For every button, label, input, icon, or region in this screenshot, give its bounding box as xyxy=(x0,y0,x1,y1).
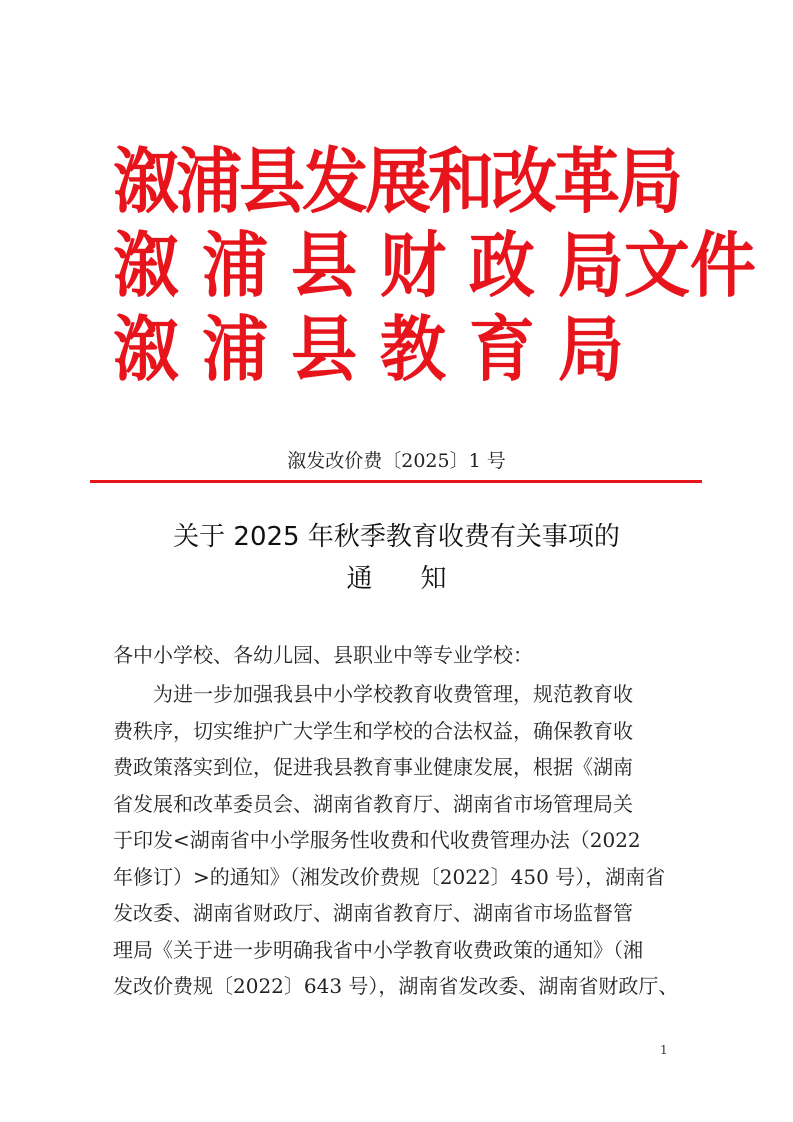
body-line: 理局《关于进一步明确我省中小学教育收费政策的通知》（湘 xyxy=(113,937,643,962)
body-line: 发改价费规〔2022〕643 号），湖南省发改委、湖南省财政厅、 xyxy=(113,974,679,998)
org-line-development-reform: 溆浦县发展和改革局 xyxy=(113,139,680,224)
page-number: 1 xyxy=(660,1043,668,1057)
document-number: 溆发改价费〔2025〕1 号 xyxy=(287,450,506,472)
title-line-1: 关于 2025 年秋季教育收费有关事项的 xyxy=(173,522,620,552)
body-line: 费秩序，切实维护广大学生和学校的合法权益，确保教育收 xyxy=(113,718,633,743)
body-paragraph xyxy=(113,676,685,1005)
body-line: 费政策落实到位，促进我县教育事业健康发展，根据《湖南 xyxy=(113,755,633,779)
body-line: 为进一步加强我县中小学校教育收费管理，规范教育收 xyxy=(153,682,633,706)
salutation: 各中小学校、各幼儿园、县职业中等专业学校： xyxy=(113,643,533,667)
body-line: 于印发<湖南省中小学服务性收费和代收费管理办法（2022 xyxy=(113,828,641,852)
body-line: 年修订）>的通知》（湘发改价费规〔2022〕450 号），湖南省 xyxy=(113,864,666,889)
issuing-organizations-header xyxy=(113,139,756,392)
org-line-finance-bureau: 溆 浦 县 财 政 局文件 xyxy=(113,223,756,308)
org-line-education-bureau: 溆 浦 县 教 育 局 xyxy=(113,307,624,392)
title-line-2: 通知 xyxy=(346,564,495,594)
body-line: 发改委、湖南省财政厅、湖南省教育厅、湖南省市场监督管 xyxy=(113,901,633,925)
document-title xyxy=(0,516,793,600)
body-line: 省发展和改革委员会、湖南省教育厅、湖南省市场管理局关 xyxy=(113,791,633,816)
red-separator-rule xyxy=(90,480,702,483)
